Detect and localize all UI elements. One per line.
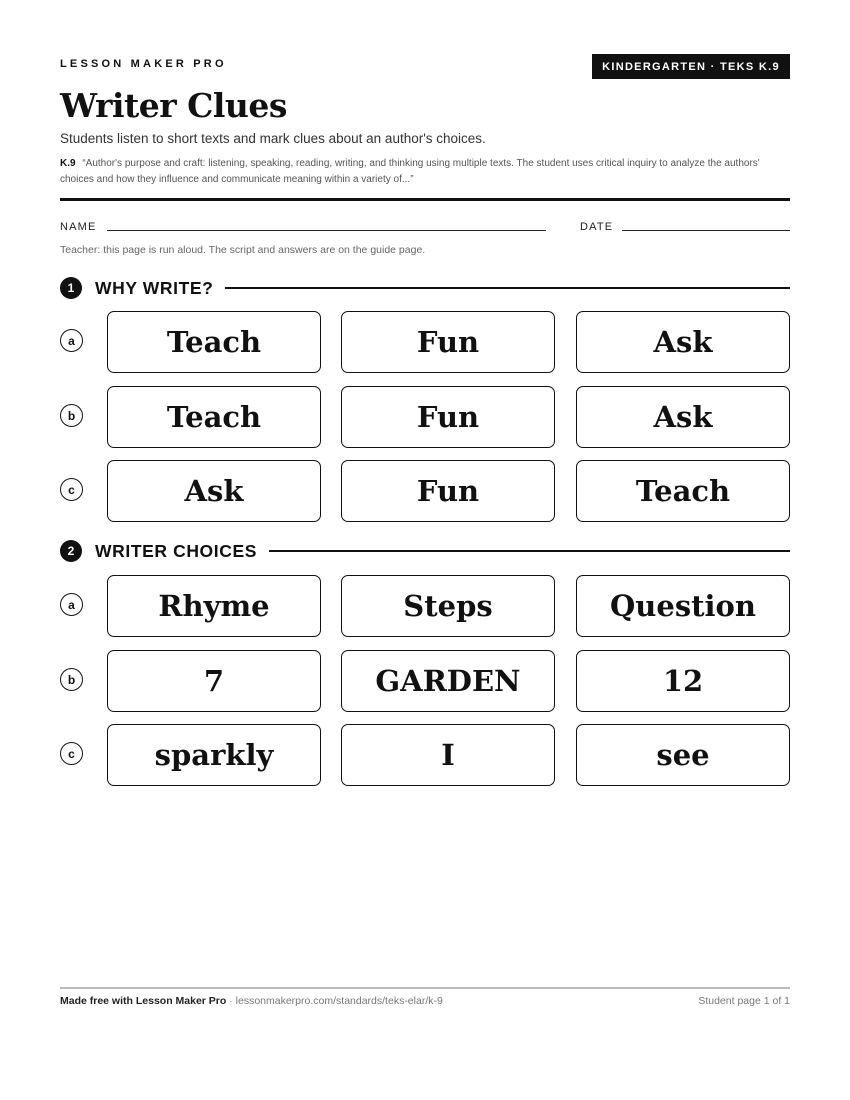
- choice-box[interactable]: 12: [576, 650, 790, 712]
- standard-code: K.9: [60, 158, 76, 169]
- choice-box[interactable]: Fun: [341, 386, 555, 448]
- choice-box[interactable]: Fun: [341, 311, 555, 373]
- header-divider: [60, 198, 790, 201]
- brand-name: LESSON MAKER PRO: [60, 58, 227, 70]
- section-title: WRITER CHOICES: [95, 540, 258, 561]
- page-subtitle: Students listen to short texts and mark clues about an author's choices.: [60, 131, 486, 146]
- section-number-badge: 1: [60, 277, 82, 299]
- section-number-badge: 2: [60, 540, 82, 562]
- question-row: [60, 311, 790, 373]
- choice-box[interactable]: 7: [107, 650, 321, 712]
- row-letter-badge: b: [60, 404, 83, 427]
- section-2-header: [60, 539, 790, 563]
- choice-box[interactable]: Question: [576, 575, 790, 637]
- footer-made-with: Made free with Lesson Maker Pro: [60, 995, 227, 1007]
- name-label: NAME: [60, 221, 97, 233]
- worksheet-page: [60, 0, 790, 1100]
- footer-divider: [60, 987, 790, 989]
- footer-separator: ·: [226, 995, 236, 1007]
- question-row: [60, 575, 790, 637]
- choice-box[interactable]: sparkly: [107, 724, 321, 786]
- footer-credit: [60, 995, 443, 1007]
- page-title: Writer Clues: [60, 86, 287, 125]
- grade-badge: KINDERGARTEN · TEKS K.9: [592, 54, 790, 79]
- question-row: [60, 650, 790, 712]
- row-letter-badge: a: [60, 593, 83, 616]
- date-label: DATE: [580, 221, 614, 233]
- standard-text: “Author's purpose and craft: listening, speaking, reading, writing, and thinking using multiple texts. The student uses critical inquiry to analyze the authors' choices and how they influence and communicate meaning within a variety of...”: [60, 158, 760, 185]
- section-rule: [269, 550, 790, 552]
- choice-box[interactable]: I: [341, 724, 555, 786]
- question-row: [60, 386, 790, 448]
- question-row: [60, 724, 790, 786]
- row-letter-badge: a: [60, 329, 83, 352]
- teacher-note: Teacher: this page is run aloud. The script and answers are on the guide page.: [60, 244, 426, 256]
- footer-url[interactable]: lessonmakerpro.com/standards/teks-elar/k-9: [235, 995, 443, 1007]
- section-title: WHY WRITE?: [95, 277, 214, 298]
- question-row: [60, 460, 790, 522]
- date-line[interactable]: [622, 230, 790, 231]
- row-letter-badge: c: [60, 742, 83, 765]
- standard-description: [60, 156, 788, 188]
- choice-box[interactable]: Rhyme: [107, 575, 321, 637]
- section-1-header: [60, 276, 790, 300]
- choice-box[interactable]: Teach: [576, 460, 790, 522]
- choice-box[interactable]: Teach: [107, 386, 321, 448]
- choice-box[interactable]: Teach: [107, 311, 321, 373]
- section-rule: [225, 287, 790, 289]
- name-line[interactable]: [107, 230, 546, 231]
- choice-box[interactable]: GARDEN: [341, 650, 555, 712]
- choice-box[interactable]: Fun: [341, 460, 555, 522]
- choice-box[interactable]: Steps: [341, 575, 555, 637]
- choice-box[interactable]: Ask: [576, 311, 790, 373]
- row-letter-badge: c: [60, 478, 83, 501]
- choice-box[interactable]: Ask: [576, 386, 790, 448]
- choice-box[interactable]: see: [576, 724, 790, 786]
- row-letter-badge: b: [60, 668, 83, 691]
- choice-box[interactable]: Ask: [107, 460, 321, 522]
- footer-page-label: Student page 1 of 1: [698, 995, 790, 1007]
